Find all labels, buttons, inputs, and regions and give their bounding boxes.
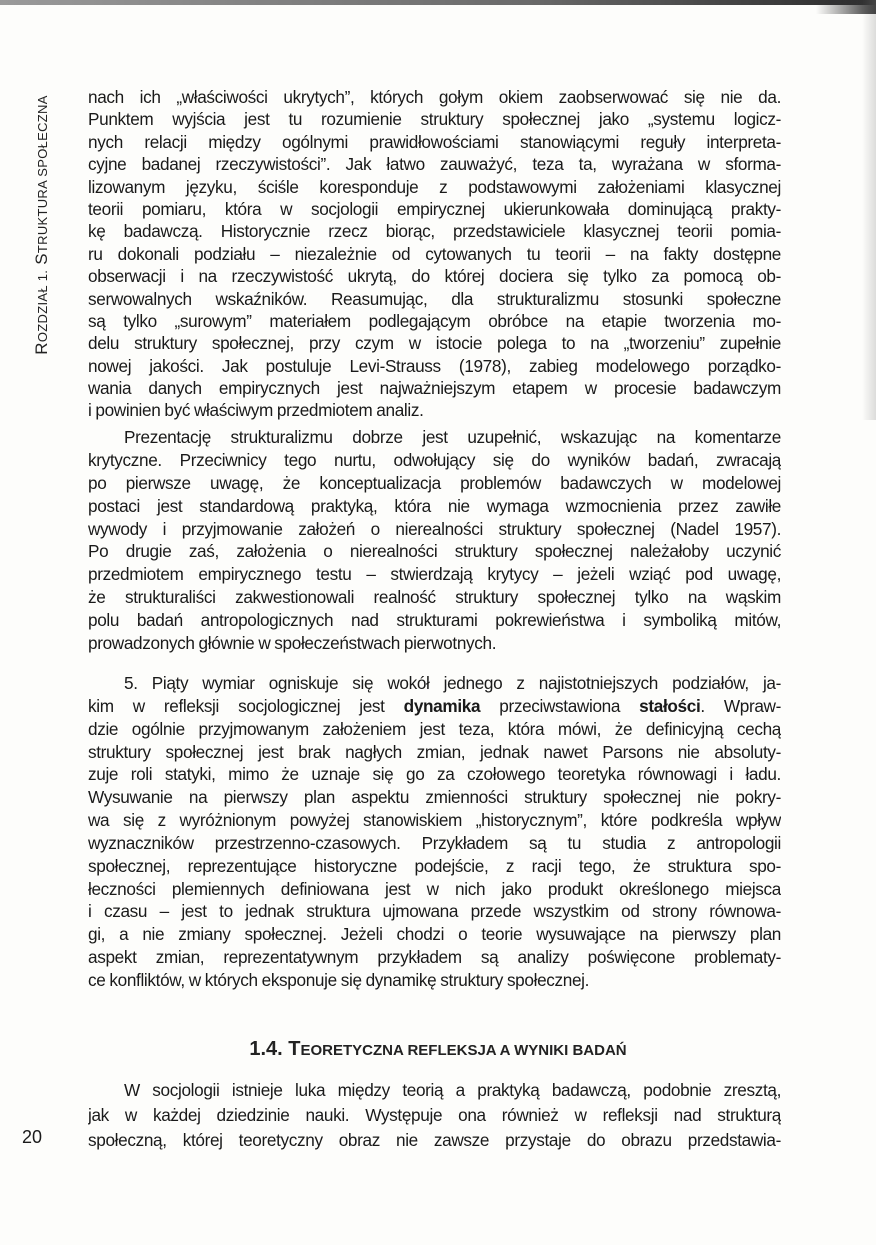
section-title-initial: T [288,1038,301,1060]
text-line: lizowanym języku, ściśle koresponduje z podstawowymi założeniami klasycznej [88,176,781,197]
text-line: W socjologii istnieje luka między teorią a praktyką badawczą, podobnie zresztą, [124,1080,781,1100]
text-line: aspekt zmian, reprezentatywnym przykładem są analizy poświęcone problematy- [88,947,781,968]
text-line: łeczności plemiennych definiowana jest w nich jako produkt określonego miejsca [88,878,781,899]
text-line: polu badań antropologicznych nad strukturami pokrewieństwa i symboliką mitów, [88,610,781,631]
text-line: że strukturaliści zakwestionowali realność struktury społecznej tylko na wąskim [88,587,781,608]
page-number: 20 [22,1127,43,1147]
text-line: gi, a nie zmiany społecznej. Jeżeli chodzi o teorie wysuwające na pierwszy plan [88,924,781,945]
text-line: Po drugie zaś, założenia o nierealności struktury społecznej należałoby uczynić [88,541,781,562]
bold-term: stałości [639,695,701,716]
scan-border-top [0,0,876,5]
text-line: Wysuwanie na pierwszy plan aspektu zmienności struktury społecznej nie pokry- [88,787,781,808]
text-line: zuje roli statyki, mimo że uznaje się go za czołowego teoretyka równowagi i ładu. [88,764,781,785]
text-line: są tylko „surowym” materiałem podlegającym obróbce na etapie tworzenia mo- [88,310,781,331]
text-line: po pierwsze uwagę, że konceptualizacja problemów badawczych w modelowej [88,472,781,493]
text-line: wyznaczników przestrzenno-czasowych. Przykładem są tu studia z antropologii [88,832,781,853]
text-line: obserwacji i na rzeczywistość ukrytą, do której dociera się tylko za pomocą ob- [88,266,781,287]
paragraph-section-intro [88,1078,781,1153]
text-line: Punktem wyjścia jest tu rozumienie struktury społecznej jako „systemu logicz- [88,109,781,130]
text-line: delu struktury społecznej, przy czym w istocie polega to na „tworzeniu” zupełnie [88,333,781,354]
section-title-rest: EORETYCZNA REFLEKSJA A WYNIKI BADAŃ [300,1042,627,1059]
text-line: krytyczne. Przeciwnicy tego nurtu, odwołujący się do wyników badań, zwracają [88,449,781,470]
section-heading [0,1038,876,1061]
text-line: ru dokonali podziału – niezależnie od cytowanych tu teorii – na fakty dostępne [88,243,781,264]
text-segment: . Wpraw- [700,695,781,716]
text-line: 5. Piąty wymiar ogniskuje się wokół jednego z najistotniejszych podziałów, ja- [124,673,781,693]
text-line [88,695,781,718]
text-line: dzie ogólnie przyjmowanym założeniem jest teza, która mówi, że definicyjną cechą [88,718,781,739]
text-line: wa się z wyróżnionym powyżej stanowiskiem „historycznym”, które podkreśla wpływ [88,810,781,831]
text-line: kę badawczą. Historycznie rzecz biorąc, przedstawiciele klasycznej teorii pomia- [88,221,781,242]
text-line: społeczną, której teoretyczny obraz nie zawsze przystaje do obrazu przedstawia- [88,1130,781,1150]
paragraph-structuralism [88,86,781,422]
text-line: wywody i przyjmowanie założeń o nierealności struktury społecznej (Nadel 1957). [88,518,781,539]
running-head [32,95,52,354]
paragraph-dimension-5 [88,672,781,992]
text-line: jak w każdej dziedzinie nauki. Występuje ona również w refleksji nad strukturą [88,1105,781,1125]
section-number: 1.4. [249,1038,283,1060]
text-line: i powinien być właściwym przedmiotem analiz. [88,400,424,421]
text-line: teorii pomiaru, która w socjologii empirycznej ukierunkowała dominującą prakty- [88,198,781,219]
text-line: wania danych empirycznych jest najważniejszym etapem w procesie badawczym [88,378,781,399]
text-line: serwowalnych wskaźników. Reasumując, dla strukturalizmu stosunki społeczne [88,288,781,309]
text-line: struktury społecznej jest brak nagłych zmian, jednak nawet Parsons nie absoluty- [88,741,781,762]
text-line: nych relacji między ogólnymi prawidłowościami stanowiącymi reguły interpreta- [88,131,781,152]
text-line: Prezentację strukturalizmu dobrze jest uzupełnić, wskazując na komentarze [124,427,781,447]
text-line: i czasu – jest to jednak struktura ujmowana przede wszystkim od strony równowa- [88,901,781,922]
text-line: ce konfliktów, w których eksponuje się dynamikę struktury społecznej. [88,969,590,990]
text-line: cyjne badanej rzeczywistości”. Jak łatwo zauważyć, teza ta, wyrażana w sforma- [88,154,781,175]
text-line: prowadzonych głównie w społeczeństwach pierwotnych. [88,633,497,654]
bold-term: dynamika [403,695,481,716]
running-head-chapter: ROZDZIAŁ 1. [32,269,51,355]
text-line: nach ich „właściwości ukrytych”, których gołym okiem zaobserwować się nie da. [88,87,781,107]
text-segment: przeciwstawiona [480,695,640,716]
scan-shadow-edge [862,0,876,420]
text-segment: kim w refleksji socjologicznej jest [88,695,404,716]
text-line: przedmiotem empirycznego testu – stwierdzają krytycy – jeżeli wziąć pod uwagę, [88,564,781,585]
text-line: nowej jakości. Jak postuluje Levi-Strauss (1978), zabieg modelowego porządko- [88,355,781,376]
text-line: społecznej, reprezentujące historyczne podejście, z racji tego, że struktura spo- [88,855,781,876]
running-head-title: STRUKTURA SPOŁECZNA [32,95,51,265]
paragraph-critique [88,426,781,655]
text-line: postaci jest standardową praktyką, która nie wymaga wzmocnienia przez zawiłe [88,495,781,516]
